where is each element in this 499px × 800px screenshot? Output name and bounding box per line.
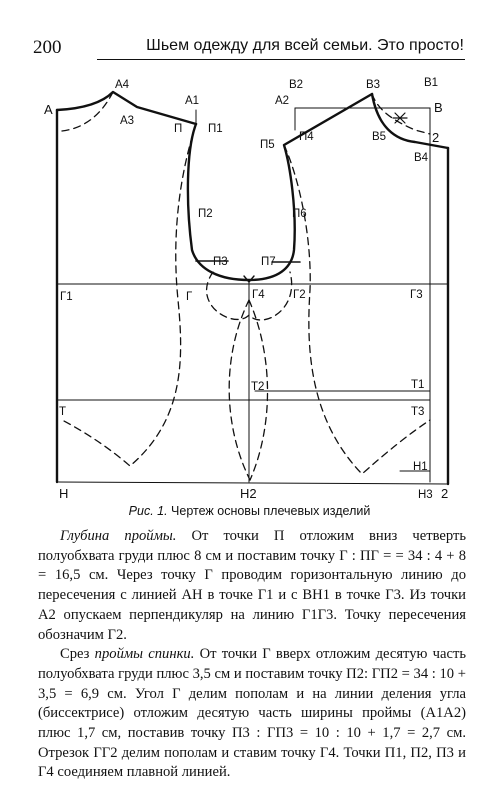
paragraph-armhole-depth [38, 527, 466, 645]
label-P2: П2 [198, 208, 213, 220]
label-B5: B5 [372, 131, 387, 143]
label-H2: H2 [240, 486, 257, 501]
label-2-top: 2 [432, 130, 440, 145]
label-P5: П5 [260, 139, 275, 151]
label-H1: H1 [413, 461, 428, 473]
label-B3: B3 [366, 79, 381, 91]
label-B2: B2 [289, 79, 304, 91]
label-T: T [59, 406, 67, 418]
caption-text: Чертеж основы плечевых изделий [167, 504, 371, 518]
running-title: Шьем одежду для всей семьи. Это просто! [146, 37, 464, 54]
page-number: 200 [33, 37, 62, 58]
label-H3: H3 [418, 489, 433, 501]
caption-prefix: Рис. 1. [128, 504, 168, 518]
paragraph-1-text: От точки П отложим вниз четверть полуобхвата груди плюс 8 см и поставим точку Г : ПГ = = 34 : 4 + 8 = 16,5 см. Через точку Г проводим горизонтальную линию до пересечения с линией АН в точке Г1 и с ВН1 в точке Г3. Из точки А2 опускаем перпендикуляр на линию Г1Г3. Точку пересечения обозначим Г2. [38, 528, 467, 643]
label-G3: Г3 [410, 289, 423, 301]
label-B4: B4 [414, 152, 429, 164]
label-A1: A1 [185, 95, 200, 107]
paragraph-2-text: От точки Г вверх отложим десятую часть полуобхвата груди плюс 3,5 см и поставим точку П2: ГП2 = 34 : 10 + 3,5 = 6,9 см. Угол Г делим пополам и на линии деления угла (биссектрисе) отложим десятую часть ширины проймы (А1А2) плюс 1,7 см, поставив точку П3 : ГП3 = 10 : 10 + 1,7 = 2,7 см. Отрезок ГГ2 делим пополам и ставим точку Г4. Точки П1, П2, П3 и Г4 соединяем плавной линией. [38, 646, 466, 781]
label-2-bottom: 2 [441, 486, 449, 501]
label-G4: Г4 [252, 289, 265, 301]
label-T2: T2 [251, 381, 265, 393]
label-P1: П1 [208, 123, 223, 135]
label-G: Г [186, 291, 193, 303]
label-G1: Г1 [60, 291, 73, 303]
label-T3: T3 [411, 406, 425, 418]
label-P6: П6 [292, 208, 307, 220]
label-T1: T1 [411, 379, 425, 391]
term-back-armhole: проймы спинки. [94, 646, 195, 663]
label-P4: П4 [299, 131, 314, 143]
label-A: A [44, 102, 53, 117]
paragraph-2-lead: Срез [60, 646, 95, 663]
label-P7: П7 [261, 256, 276, 268]
label-G2: Г2 [293, 289, 306, 301]
label-H: H [59, 486, 69, 501]
label-P: П [174, 123, 183, 135]
label-P3: П3 [213, 256, 228, 268]
label-A3: A3 [120, 115, 135, 127]
label-B: B [434, 100, 443, 115]
label-A2: A2 [275, 95, 290, 107]
label-A4: A4 [115, 79, 130, 91]
figure-caption [0, 504, 499, 518]
term-armhole-depth: Глубина проймы. [60, 528, 177, 544]
body-text [38, 527, 466, 783]
label-B1: B1 [424, 77, 439, 89]
paragraph-back-armhole [38, 645, 466, 783]
